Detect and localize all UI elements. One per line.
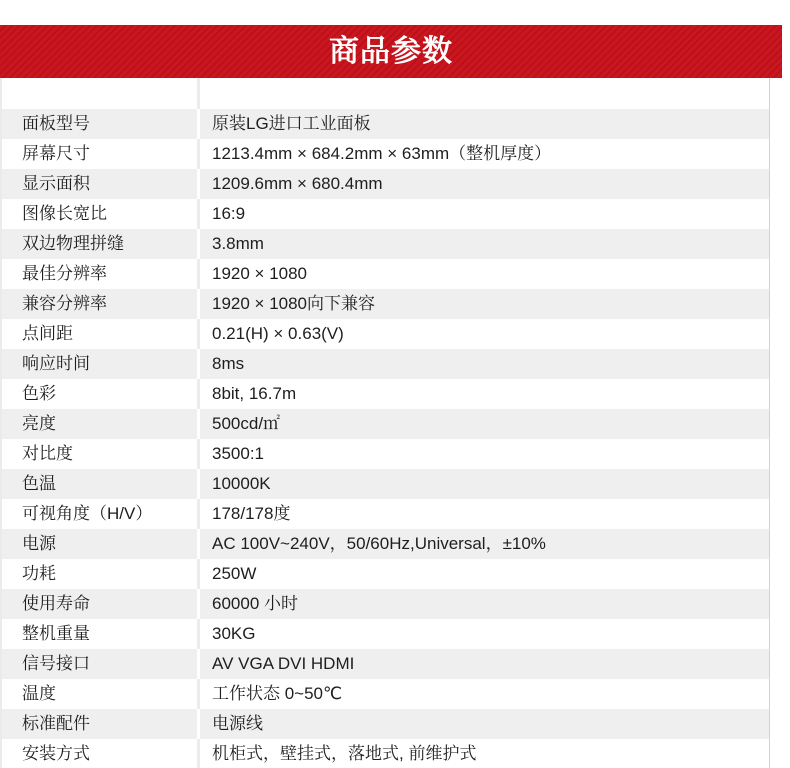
spec-label: 色彩: [2, 379, 197, 409]
spec-value: 500cd/㎡: [200, 409, 769, 439]
spec-row: [2, 319, 769, 349]
spec-value: 178/178度: [200, 499, 769, 529]
spec-label: 可视角度（H/V）: [2, 499, 197, 529]
spec-label: 功耗: [2, 559, 197, 589]
spec-row: [2, 259, 769, 289]
spec-value: 8bit, 16.7m: [200, 379, 769, 409]
spec-label: 兼容分辨率: [2, 289, 197, 319]
spec-label: 标准配件: [2, 709, 197, 739]
spec-row: [2, 709, 769, 739]
spec-row: [2, 589, 769, 619]
spec-label: 色温: [2, 469, 197, 499]
section-title: 商品参数: [329, 34, 453, 68]
spec-row: [2, 499, 769, 529]
spec-value: 0.21(H) × 0.63(V): [200, 319, 769, 349]
table-top-spacer: [2, 78, 769, 109]
spec-row: [2, 379, 769, 409]
spec-value: 3.8mm: [200, 229, 769, 259]
spec-row: [2, 619, 769, 649]
spec-row: [2, 139, 769, 169]
spec-row: [2, 739, 769, 768]
spec-table: [2, 109, 769, 768]
spec-value: 30KG: [200, 619, 769, 649]
spec-label: 图像长宽比: [2, 199, 197, 229]
spec-label: 电源: [2, 529, 197, 559]
spec-value: 250W: [200, 559, 769, 589]
spec-value: 机柜式，壁挂式，落地式, 前维护式: [200, 739, 769, 768]
spec-row: [2, 679, 769, 709]
spec-row: [2, 349, 769, 379]
spec-row: [2, 229, 769, 259]
spec-value: AV VGA DVI HDMI: [200, 649, 769, 679]
spec-row: [2, 649, 769, 679]
spec-value: 原装LG进口工业面板: [200, 109, 769, 139]
spec-row: [2, 289, 769, 319]
spec-value: AC 100V~240V，50/60Hz,Universal，±10%: [200, 529, 769, 559]
spec-label: 最佳分辨率: [2, 259, 197, 289]
spec-row: [2, 409, 769, 439]
spec-value: 60000 小时: [200, 589, 769, 619]
spec-content-area: [0, 78, 770, 768]
spec-label: 响应时间: [2, 349, 197, 379]
spec-row: [2, 529, 769, 559]
spec-label: 温度: [2, 679, 197, 709]
spec-label: 点间距: [2, 319, 197, 349]
spec-label: 使用寿命: [2, 589, 197, 619]
spec-value: 工作状态 0~50℃: [200, 679, 769, 709]
spec-value: 8ms: [200, 349, 769, 379]
spec-value: 1920 × 1080: [200, 259, 769, 289]
section-banner: [0, 25, 782, 78]
spec-value: 3500:1: [200, 439, 769, 469]
spec-label: 对比度: [2, 439, 197, 469]
spec-row: [2, 109, 769, 139]
spec-row: [2, 469, 769, 499]
spec-row: [2, 199, 769, 229]
spec-value: 1213.4mm × 684.2mm × 63mm（整机厚度）: [200, 139, 769, 169]
spec-value: 16:9: [200, 199, 769, 229]
spec-label: 面板型号: [2, 109, 197, 139]
spec-value: 电源线: [200, 709, 769, 739]
spec-label: 安装方式: [2, 739, 197, 768]
spec-label: 显示面积: [2, 169, 197, 199]
spec-row: [2, 169, 769, 199]
spec-label: 双边物理拼缝: [2, 229, 197, 259]
spec-value: 1920 × 1080向下兼容: [200, 289, 769, 319]
spec-label: 信号接口: [2, 649, 197, 679]
spec-label: 亮度: [2, 409, 197, 439]
spec-row: [2, 559, 769, 589]
spec-value: 1209.6mm × 680.4mm: [200, 169, 769, 199]
spec-label: 整机重量: [2, 619, 197, 649]
spec-row: [2, 439, 769, 469]
spec-label: 屏幕尺寸: [2, 139, 197, 169]
spec-value: 10000K: [200, 469, 769, 499]
